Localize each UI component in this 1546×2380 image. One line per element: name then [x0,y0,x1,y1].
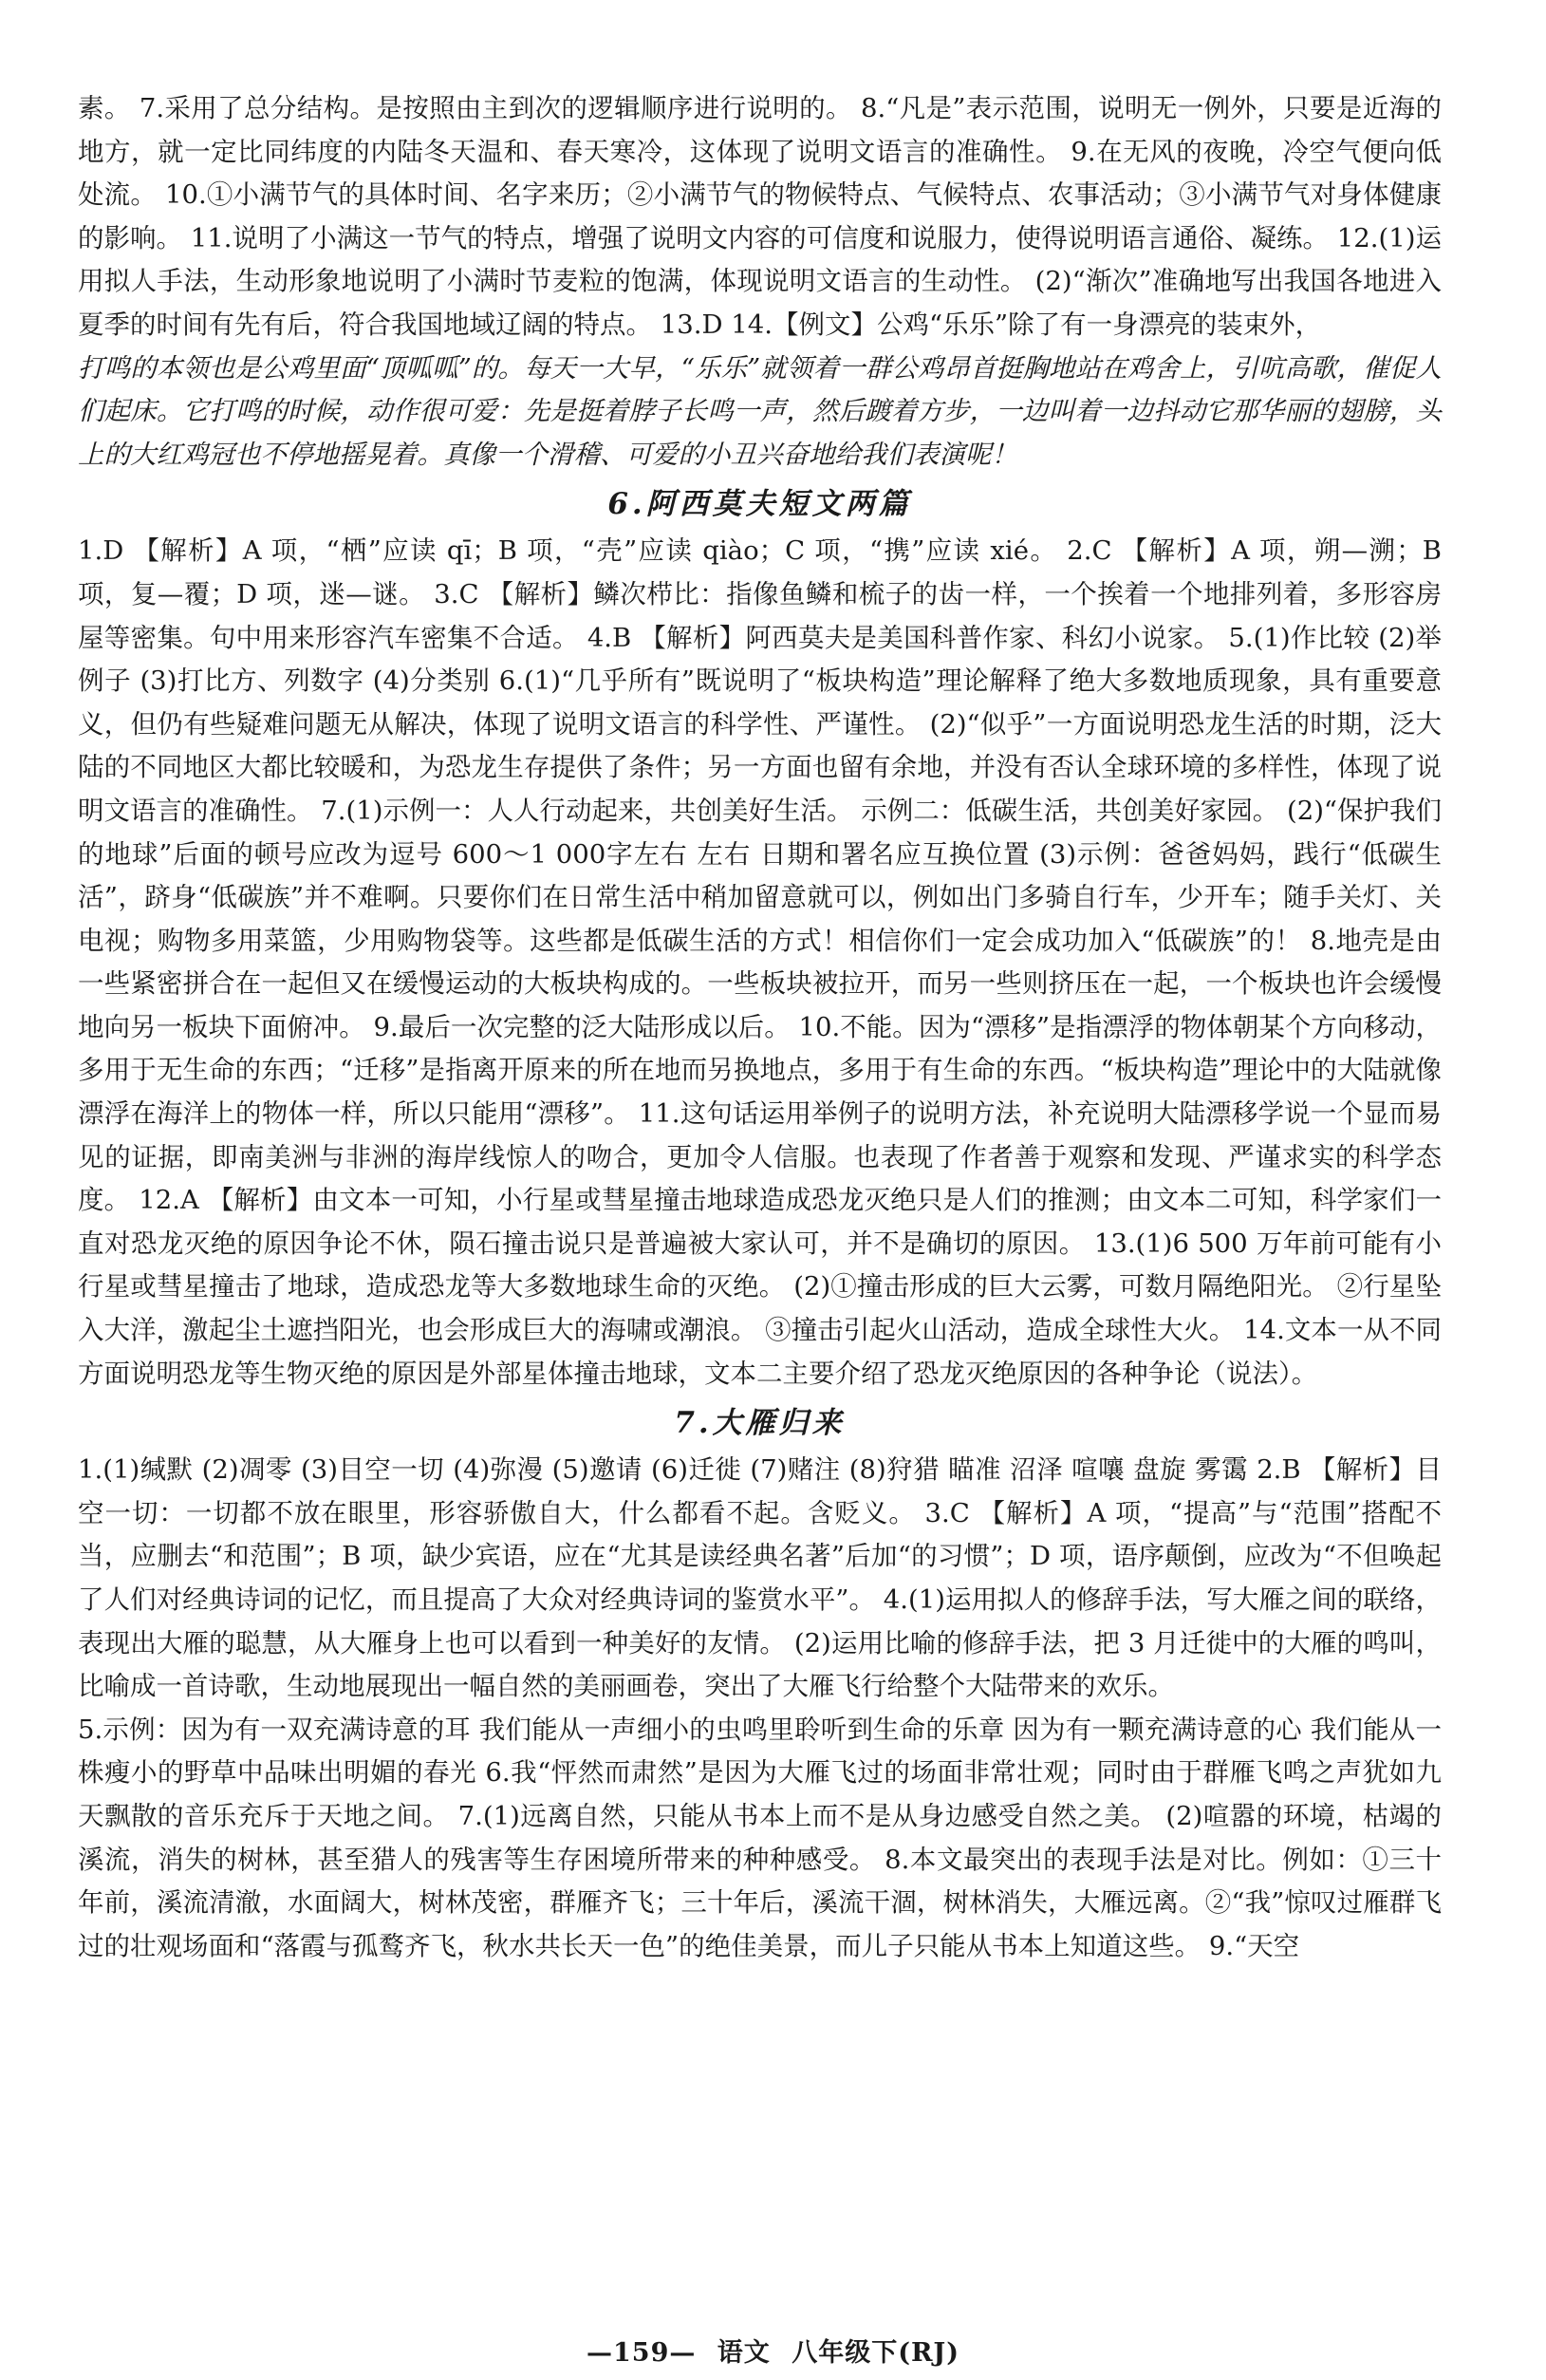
section-7-answers-continued: 5.示例：因为有一双充满诗意的耳 我们能从一声细小的虫鸣里聆听到生命的乐章 因为有一颗充满诗意的心 我们能从一株瘦小的野草中品味出明媚的春光 6.我“怦然而肃然”是因为大雁飞过的场面非常壮观；同时由于群雁飞鸣之声犹如九天飘散的音乐充斥于天地之间。 7.(1)远离自然，只能从书本上而不是从身边感受自然之美。 (2)喧嚣的环境，枯竭的溪流，消失的树林，甚至猎人的残害等生存困境所带来的种种感受。 8.本文最突出的表现手法是对比。例如：①三十年前，溪流清澈，水面阔大，树林茂密，群雁齐飞；三十年后，溪流干涸，树林消失，大雁远离。②“我”惊叹过雁群飞过的壮观场面和“落霞与孤鹜齐飞，秋水共长天一色”的绝佳美景，而儿子只能从书本上知道这些。 9.“天空 [78,1714,1442,1961]
page-number: —159— [587,2338,697,2368]
section-6-answers: 1.D 【解析】A 项，“栖”应读 qī；B 项，“壳”应读 qiào；C 项，“携”应读 xié。 2.C 【解析】A 项，朔—溯；B 项，复—覆；D 项，迷—谜。 3.C 【解析】鳞次栉比：指像鱼鳞和梳子的齿一样，一个挨着一个地排列着，多形容房屋等密集。句中用来形容汽车密集不合适。 4.B 【解析】阿西莫夫是美国科普作家、科幻小说家。 5.(1)作比较 (2)举例子 (3)打比方、列数字 (4)分类别 6.(1)“几乎所有”既说明了“板块构造”理论解释了绝大多数地质现象，具有重要意义，但仍有些疑难问题无从解决，体现了说明文语言的科学性、严谨性。 (2)“似乎”一方面说明恐龙生活的时期，泛大陆的不同地区大都比较暖和，为恐龙生存提供了条件；另一方面也留有余地，并没有否认全球环境的多样性，体现了说明文语言的准确性。 7.(1)示例一：人人行动起来，共创美好生活。 示例二：低碳生活，共创美好家园。 (2)“保护我们的地球”后面的顿号应改为逗号 600～1 000字左右 左右 日期和署名应互换位置 (3)示例：爸爸妈妈，践行“低碳生活”，跻身“低碳族”并不难啊。只要你们在日常生活中稍加留意就可以，例如出门多骑自行车，少开车；随手关灯、关电视；购物多用菜篮，少用购物袋等。这些都是低碳生活的方式！相信你们一定会成功加入“低碳族”的！ 8.地壳是由一些紧密拼合在一起但又在缓慢运动的大板块构成的。一些板块被拉开，而另一些则挤压在一起，一个板块也许会缓慢地向另一板块下面俯冲。 9.最后一次完整的泛大陆形成以后。 10.不能。因为“漂移”是指漂浮的物体朝某个方向移动，多用于无生命的东西；“迁移”是指离开原来的所在地而另换地点，多用于有生命的东西。“板块构造”理论中的大陆就像漂浮在海洋上的物体一样，所以只能用“漂移”。 11.这句话运用举例子的说明方法，补充说明大陆漂移学说一个显而易见的证据，即南美洲与非洲的海岸线惊人的吻合，更加令人信服。也表现了作者善于观察和发现、严谨求实的科学态度。 12.A 【解析】由文本一可知，小行星或彗星撞击地球造成恐龙灭绝只是人们的推测；由文本二可知，科学家们一直对恐龙灭绝的原因争论不休，陨石撞击说只是普遍被大家认可，并不是确切的原因。 13.(1)6 500 万年前可能有小行星或彗星撞击了地球，造成恐龙等大多数地球生命的灭绝。 (2)①撞击形成的巨大云雾，可数月隔绝阳光。 ②行星坠入大洋，激起尘土遮挡阳光，也会形成巨大的海啸或潮浪。 ③撞击引起火山活动，造成全球性大火。 14.文本一从不同方面说明恐龙等生物灭绝的原因是外部星体撞击地球，文本二主要介绍了恐龙灭绝原因的各种争论（说法）。 [78,535,1442,1389]
section-7-answers: 1.(1)缄默 (2)凋零 (3)目空一切 (4)弥漫 (5)邀请 (6)迁徙 (7)赌注 (8)狩猎 瞄准 沼泽 喧嚷 盘旋 雾霭 2.B 【解析】目空一切：一切都不放在眼里，形容骄傲自大，什么都看不起。含贬义。 3.C 【解析】A 项，“提高”与“范围”搭配不当，应删去“和范围”；B 项，缺少宾语，应在“尤其是读经典名著”后加“的习惯”；D 项，语序颠倒，应改为“不但唤起了人们对经典诗词的记忆，而且提高了大众对经典诗词的鉴赏水平”。 4.(1)运用拟人的修辞手法，写大雁之间的联络，表现出大雁的聪慧，从大雁身上也可以看到一种美好的友情。 (2)运用比喻的修辞手法，把 3 月迁徙中的大雁的鸣叫，比喻成一首诗歌，生动地展现出一幅自然的美丽画卷，突出了大雁飞行给整个大陆带来的欢乐。 [78,1454,1442,1702]
section-7-title: 7.大雁归来 [674,1406,846,1441]
footer-grade: 八年级下(RJ) [792,2338,959,2368]
intro-example-essay: 打鸣的本领也是公鸡里面“顶呱呱”的。每天一大早，“乐乐”就领着一群公鸡昂首挺胸地站在鸡舍上，引吭高歌，催促人们起床。它打鸣的时候，动作很可爱：先是挺着脖子长鸣一声，然后踱着方步，一边叫着一边抖动它那华丽的翅膀，头上的大红鸡冠也不停地摇晃着。真像一个滑稽、可爱的小丑兴奋地给我们表演呢！ [78,352,1442,470]
section-6-title: 6.阿西莫夫短文两篇 [607,487,912,522]
footer-subject: 语文 [717,2338,771,2368]
intro-answers: 素。 7.采用了总分结构。是按照由主到次的逻辑顺序进行说明的。 8.“凡是”表示范围，说明无一例外，只要是近海的地方，就一定比同纬度的内陆冬天温和、春天寒冷，这体现了说明文语言的准确性。 9.在无风的夜晚，冷空气便向低处流。 10.①小满节气的具体时间、名字来历；②小满节气的物候特点、气候特点、农事活动；③小满节气对身体健康的影响。 11.说明了小满这一节气的特点，增强了说明文内容的可信度和说服力，使得说明语言通俗、凝练。 12.(1)运用拟人手法，生动形象地说明了小满时节麦粒的饱满，体现说明文语言的生动性。 (2)“渐次”准确地写出我国各地进入夏季的时间有先有后，符合我国地域辽阔的特点。 13.D 14.【例文】公鸡“乐乐”除了有一身漂亮的装束外， [78,93,1442,340]
page-footer [0,2337,1546,2370]
